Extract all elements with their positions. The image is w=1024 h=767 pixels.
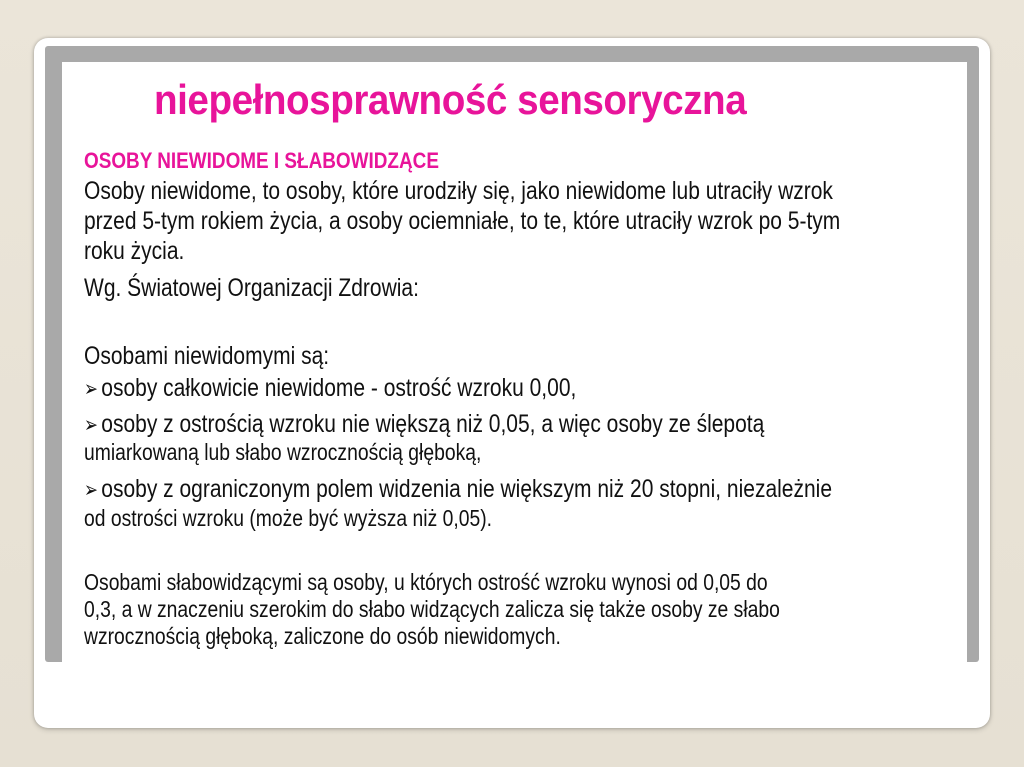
arrow-bullet-icon: ➢ <box>84 477 98 502</box>
arrow-bullet-icon: ➢ <box>84 376 98 401</box>
low-vision-line: Osobami słabowidzącymi są osoby, u których ostrość wzroku wynosi od 0,05 do <box>84 569 768 595</box>
who-intro: Wg. Światowej Organizacji Zdrowia: <box>84 274 419 302</box>
slide <box>62 62 967 662</box>
low-vision-line: 0,3, a w znaczeniu szerokim do słabo widzących zalicza się także osoby ze słabo <box>84 596 780 622</box>
bullet-continuation: umiarkowaną lub słabo wzrocznością głęboką, <box>84 439 482 465</box>
blind-heading: Osobami niewidomymi są: <box>84 342 330 370</box>
slide-subtitle: OSOBY NIEWIDOME I SŁABOWIDZĄCE <box>84 148 439 173</box>
arrow-bullet-icon: ➢ <box>84 412 98 437</box>
bullet-item <box>84 474 832 505</box>
bullet-text: osoby z ograniczonym polem widzenia nie większym niż 20 stopni, niezależnie <box>101 475 832 503</box>
definition-line: roku życia. <box>84 237 185 265</box>
bullet-item <box>84 409 764 440</box>
definition-line: przed 5-tym rokiem życia, a osoby ociemniałe, to te, które utraciły wzrok po 5-tym <box>84 207 841 235</box>
bullet-text: osoby całkowicie niewidome - ostrość wzroku 0,00, <box>101 374 577 402</box>
slide-title: niepełnosprawność sensoryczna <box>154 76 747 123</box>
bullet-continuation: od ostrości wzroku (może być wyższa niż 0,05). <box>84 505 493 531</box>
bullet-text: osoby z ostrością wzroku nie większą niż 0,05, a więc osoby ze ślepotą <box>101 410 765 438</box>
definition-line: Osoby niewidome, to osoby, które urodziły się, jako niewidome lub utraciły wzrok <box>84 177 833 205</box>
low-vision-line: wzrocznością głęboką, zaliczone do osób niewidomych. <box>84 623 561 649</box>
bullet-item <box>84 373 576 404</box>
